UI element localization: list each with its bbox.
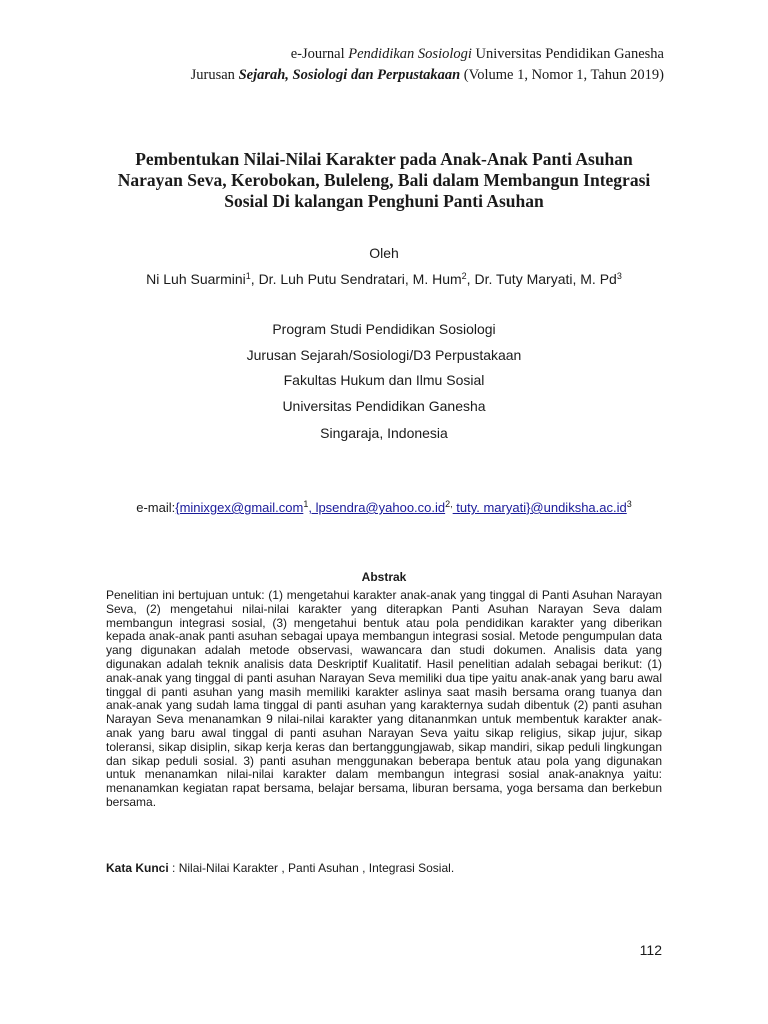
- journal-header: [191, 44, 664, 86]
- email-label: e-mail:: [136, 500, 176, 515]
- email-link-1[interactable]: {minixgex@gmail.com: [175, 500, 304, 515]
- byline: Oleh: [369, 245, 399, 261]
- department-name: Sejarah, Sosiologi dan Perpustakaan: [238, 67, 461, 83]
- paper-title: Pembentukan Nilai-Nilai Karakter pada Anak-Anak Panti Asuhan Narayan Seva, Kerobokan, Buleleng, Bali dalam Membangun Integrasi Sosial Di kalangan Penghuni Panti Asuhan: [117, 149, 651, 211]
- journal-header-line2: Jurusan Sejarah, Sosiologi dan Perpustakaan (Volume 1, Nomor 1, Tahun 2019): [190, 67, 664, 83]
- email-link-2[interactable]: , lpsendra@yahoo.co.id: [308, 500, 446, 515]
- journal-name: Pendidikan Sosiologi: [348, 46, 472, 62]
- affiliation-university: Universitas Pendidikan Ganesha: [282, 398, 486, 414]
- authors-line: Ni Luh Suarmini$^1$, Dr. Luh Putu Sendratari, M. Hum$^2$, Dr. Tuty Maryati, M. Pd$^3$: [146, 271, 622, 287]
- keywords-text: : Nilai-Nilai Karakter , Panti Asuhan , Integrasi Sosial.: [168, 861, 455, 875]
- author-3: Dr. Tuty Maryati, M. Pd: [474, 271, 617, 287]
- affiliation-faculty: Fakultas Hukum dan Ilmu Sosial: [283, 372, 485, 388]
- journal-header-line1: e-Journal Pendidikan Sosiologi Universitas Pendidikan Ganesha: [290, 46, 664, 62]
- abstract-heading: Abstrak: [361, 570, 407, 584]
- affiliation-program: Program Studi Pendidikan Sosiologi: [272, 321, 496, 337]
- keywords-label: Kata Kunci: [106, 861, 169, 875]
- affiliation-city: Singaraja, Indonesia: [320, 425, 448, 441]
- affiliation-department: Jurusan Sejarah/Sosiologi/D3 Perpustakaan: [246, 347, 522, 363]
- email-link-3[interactable]: tuty. maryati}@undiksha.ac.id: [452, 500, 627, 515]
- author-1: Ni Luh Suarmini: [146, 271, 246, 287]
- email-line: e-mail:{minixgex@gmail.com$^1$, $lpsendra@yahoo.co.id^{2,}$ tuty. $maryati\}@undiksha.ac.id^3$: [136, 499, 632, 515]
- abstract-body: Penelitian ini bertujuan untuk: (1) mengetahui karakter anak-anak yang tinggal di Panti Asuhan Narayan Seva, (2) mengetahui nilai-nilai karakter yang diterapkan Panti Asuhan Narayan Seva dalam membangun integrasi sosial, (3) mengetahui bentuk atau pola pendidikan karakter yang diberikan kepada anak-anak panti asuhan sebagai upaya membangun integrasi sosial. Metode pengumpulan data yang digunakan adalah metode observasi, wawancara dan studi dokumen. Analisis data yang digunakan adalah teknik analisis data Deskriptif Kualitatif. Hasil penelitian adalah sebagai berikut: (1) anak-anak yang tinggal di panti asuhan Narayan Seva memiliki dua tipe yaitu anak-anak yang baru awal tinggal di panti asuhan yang masih memiliki karakter aslinya saat masih bersama orang tuanya dan anak-anak yang sudah lama tinggal di panti asuhan yang karakternya sudah dibentuk (2) panti asuhan Narayan Seva menanamkan 9 nilai-nilai karakter yang ditananmkan untuk membentuk karakter anak-anak yang baru awal tinggal di panti asuhan Narayan Seva yaitu sikap religius, sikap jujur, sikap toleransi, sikap disiplin, sikap kerja keras dan bertanggungjawab, sikap mandiri, sikap peduli lingkungan dan sikap peduli sosial. 3) panti asuhan menggunakan beberapa bentuk atau pola yang digunakan untuk menanamkan nilai-nilai karakter dalam membangun integrasi sosial anak-anaknya yaitu: menanamkan kegiatan rapat bersama, belajar bersama, liburan bersama, yoga bersama dan berkebun bersama.: [106, 588, 662, 809]
- keywords: [106, 860, 662, 876]
- author-2: Dr. Luh Putu Sendratari, M. Hum: [258, 271, 462, 287]
- page-number: 112: [639, 942, 662, 958]
